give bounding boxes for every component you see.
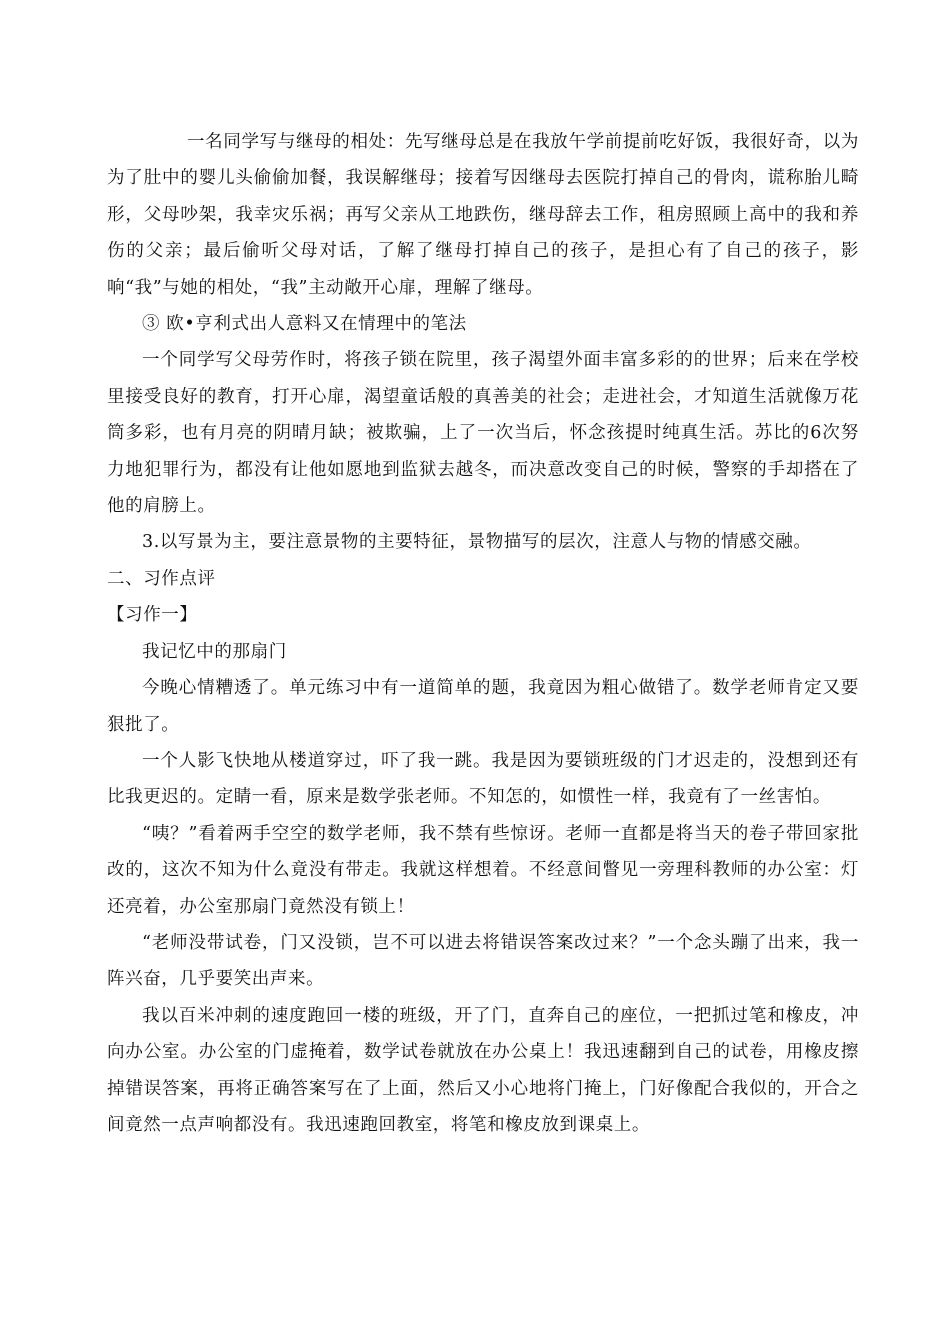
essay-paragraph: “老师没带试卷，门又没锁，岂不可以进去将错误答案改过来？”一个念头蹦了出来，我一阵兴奋，几乎要笑出声来。 (107, 932, 859, 990)
section-heading-essay-review: 二、习作点评 (107, 568, 216, 589)
document-body (107, 124, 859, 1143)
essay-paragraph: “咦？”看着两手空空的数学老师，我不禁有些惊讶。老师一直都是将当天的卷子带回家批改的，这次不知为什么竟没有带走。我就这样想着。不经意间瞥见一旁理科教师的办公室：灯还亮着，办公室那扇门竟然没有锁上！ (107, 823, 859, 917)
essay-paragraph: 一个人影飞快地从楼道穿过，吓了我一跳。我是因为要锁班级的门才迟走的，没想到还有比我更迟的。定睛一看，原来是数学张老师。不知怎的，如惯性一样，我竟有了一丝害怕。 (107, 750, 859, 808)
essay-label: 【习作一】 (107, 605, 198, 626)
paragraph-stepmother-example: 一名同学写与继母的相处：先写继母总是在我放午学前提前吃好饭，我很好奇，以为为了肚中的婴儿头偷偷加餐，我误解继母；接着写因继母去医院打掉自己的骨肉，谎称胎儿畸形，父母吵架，我幸灾乐祸；再写父亲从工地跌伤，继母辞去工作，租房照顾上高中的我和养伤的父亲；最后偷听父母对话，了解了继母打掉自己的孩子，是担心有了自己的孩子，影响“我”与她的相处，“我”主动敞开心扉，理解了继母。 (107, 132, 859, 298)
essay-title: 我记忆中的那扇门 (142, 641, 287, 662)
subheading-o-henry-technique: ③ 欧•亨利式出人意料又在情理中的笔法 (142, 314, 467, 335)
essay-paragraph: 今晚心情糟透了。单元练习中有一道简单的题，我竟因为粗心做错了。数学老师肯定又要狠批了。 (107, 678, 859, 735)
paragraph-scenery-tip: 3.以写景为主，要注意景物的主要特征，景物描写的层次，注意人与物的情感交融。 (142, 532, 812, 553)
paragraph-parents-example: 一个同学写父母劳作时，将孩子锁在院里，孩子渴望外面丰富多彩的的世界；后来在学校里接受良好的教育，打开心扉，渴望童话般的真善美的社会；走进社会，才知道生活就像万花筒多彩，也有月亮的阴晴月缺；被欺骗，上了一次当后，怀念孩提时纯真生活。苏比的6次努力地犯罪行为，都没有让他如愿地到监狱去越冬，而决意改变自己的时候，警察的手却搭在了他的肩膀上。 (107, 350, 859, 517)
essay-paragraph: 我以百米冲刺的速度跑回一楼的班级，开了门，直奔自己的座位，一把抓过笔和橡皮，冲向办公室。办公室的门虚掩着，数学试卷就放在办公桌上！我迅速翻到自己的试卷，用橡皮擦掉错误答案，再将正确答案写在了上面，然后又小心地将门掩上，门好像配合我似的，开合之间竟然一点声响都没有。我迅速跑回教室，将笔和橡皮放到课桌上。 (107, 1005, 859, 1135)
